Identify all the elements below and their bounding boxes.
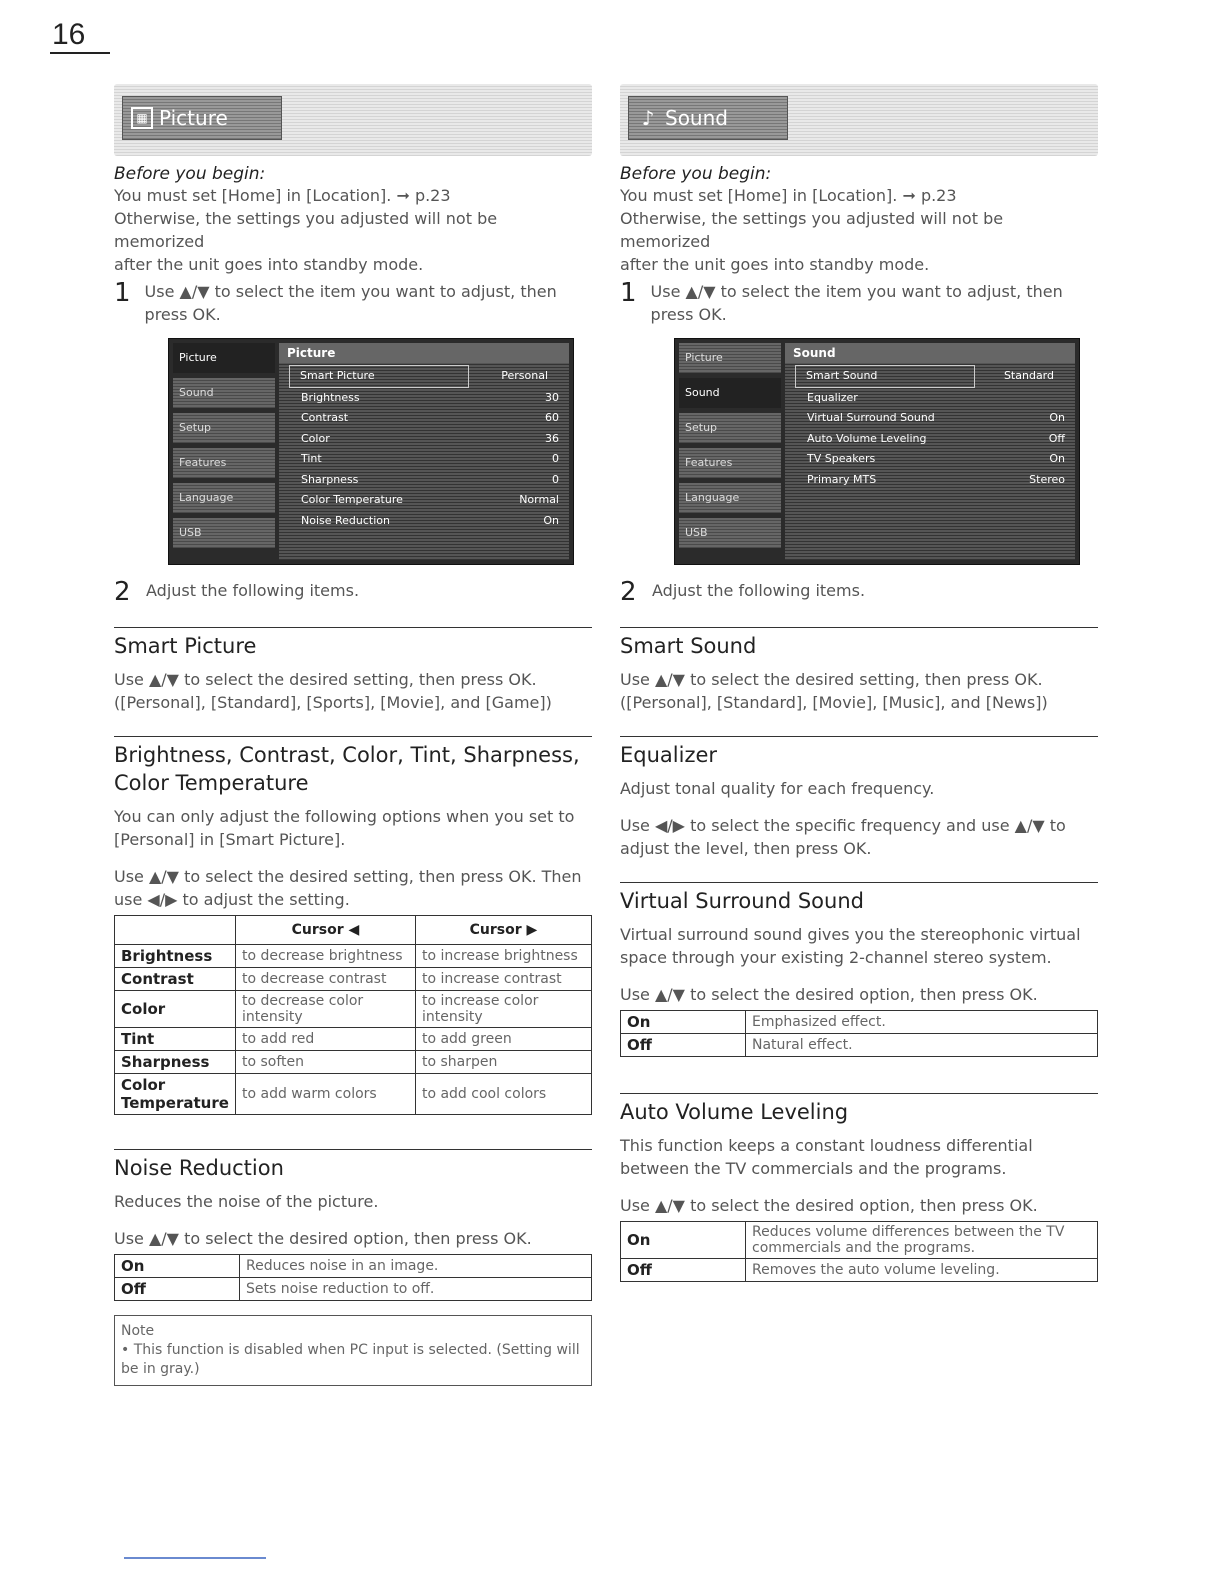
menu-row <box>279 388 569 409</box>
section-text: Virtual surround sound gives you the stereophonic virtual space through your existing 2-channel stereo system. <box>620 925 1081 967</box>
section-text: This function keeps a constant loudness differential between the TV commercials and the programs. <box>620 1136 1033 1178</box>
menu-row-value: 36 <box>545 431 559 445</box>
menu-row <box>785 429 1075 450</box>
menu-row-value: Stereo <box>1029 472 1065 486</box>
table-cell: Reduces noise in an image. <box>240 1255 592 1278</box>
before-line: after the unit goes into standby mode. <box>620 255 930 274</box>
menu-side-item: USB <box>173 518 275 548</box>
smart-picture-section <box>114 627 592 714</box>
step-1 <box>114 280 592 326</box>
table-cell: to decrease color intensity <box>236 991 416 1028</box>
menu-row <box>279 490 569 511</box>
menu-row-label: Noise Reduction <box>301 513 390 527</box>
cursor-table <box>114 915 592 1115</box>
menu-row <box>279 429 569 450</box>
picture-column <box>114 84 592 1386</box>
menu-row-label: Auto Volume Leveling <box>807 431 927 445</box>
menu-row-label: Sharpness <box>301 472 359 486</box>
table-key: Contrast <box>115 968 236 991</box>
step-1 <box>620 280 1098 326</box>
table-cell: to increase color intensity <box>415 991 591 1028</box>
table-key: On <box>115 1255 240 1278</box>
table-row <box>621 1259 1098 1282</box>
menu-panel-title: Picture <box>279 343 569 363</box>
table-row <box>115 991 592 1028</box>
auto-volume-options-table <box>620 1221 1098 1282</box>
table-row <box>115 945 592 968</box>
menu-row <box>785 449 1075 470</box>
smart-sound-section <box>620 627 1098 714</box>
before-you-begin-title: Before you begin: <box>114 164 266 184</box>
menu-row <box>785 408 1075 429</box>
step-number: 2 <box>114 577 131 607</box>
table-cell: to sharpen <box>415 1051 591 1074</box>
menu-row-value: On <box>1049 452 1065 465</box>
section-text: Use ▲/▼ to select the desired option, then press OK. <box>114 1229 532 1248</box>
sound-banner <box>620 84 1098 156</box>
table-row <box>115 1074 592 1115</box>
picture-banner-label: Picture <box>159 106 228 130</box>
menu-row-label: TV Speakers <box>807 452 876 465</box>
sound-banner-label: Sound <box>665 106 728 130</box>
virtual-surround-section <box>620 882 1098 1057</box>
menu-row-value: 60 <box>545 411 559 424</box>
note-title: Note <box>121 1323 155 1339</box>
section-text: Adjust tonal quality for each frequency. <box>620 779 935 798</box>
menu-row-label: Smart Picture <box>300 369 375 382</box>
menu-side-item: Setup <box>679 413 781 443</box>
menu-row-value: 0 <box>552 452 559 465</box>
table-key: On <box>621 1011 746 1034</box>
table-cell: Sets noise reduction to off. <box>240 1278 592 1301</box>
section-heading: Virtual Surround Sound <box>620 889 864 913</box>
sound-menu-screenshot <box>674 338 1080 565</box>
table-cell: to add red <box>236 1028 416 1051</box>
section-text: ([Personal], [Standard], [Sports], [Movie], and [Game]) <box>114 693 552 712</box>
table-cell: Removes the auto volume leveling. <box>746 1259 1098 1282</box>
table-cell: to soften <box>236 1051 416 1074</box>
menu-side-item: Sound <box>679 378 781 408</box>
sound-column <box>620 84 1098 1282</box>
table-key: Tint <box>115 1028 236 1051</box>
picture-menu-screenshot <box>168 338 574 565</box>
step-text: Use ▲/▼ to select the item you want to adjust, then press OK. <box>650 282 1063 324</box>
menu-row-value: 0 <box>552 472 559 486</box>
section-heading: Equalizer <box>620 743 718 767</box>
menu-row <box>289 365 548 388</box>
music-note-icon: ♪ <box>641 106 655 130</box>
table-key: Color <box>115 991 236 1028</box>
menu-panel <box>785 343 1075 560</box>
section-text: Use ▲/▼ to select the desired setting, then press OK. Then use ◀/▶ to adjust the setting. <box>114 867 582 909</box>
table-cell: to increase brightness <box>415 945 591 968</box>
menu-row-value: Personal <box>501 369 548 382</box>
table-cell: Natural effect. <box>746 1034 1098 1057</box>
table-row <box>621 1011 1098 1034</box>
menu-panel-title: Sound <box>785 343 1075 363</box>
menu-row-label: Equalizer <box>807 390 858 404</box>
menu-row-label: Virtual Surround Sound <box>807 411 935 424</box>
menu-row <box>279 511 569 532</box>
table-cell: to add cool colors <box>415 1074 591 1115</box>
before-line: You must set [Home] in [Location]. ➞ p.23 <box>620 186 957 205</box>
table-cell: to add green <box>415 1028 591 1051</box>
menu-row-value: On <box>543 513 559 527</box>
table-key: Color Temperature <box>115 1074 236 1115</box>
menu-row-label: Smart Sound <box>806 369 878 382</box>
table-cell: to decrease contrast <box>236 968 416 991</box>
menu-side-item: Language <box>679 483 781 513</box>
section-text: Use ▲/▼ to select the desired option, then press OK. <box>620 1196 1038 1215</box>
table-header-empty <box>115 916 236 945</box>
menu-side-item: Features <box>173 448 275 478</box>
menu-row-value: 30 <box>545 390 559 404</box>
before-line: after the unit goes into standby mode. <box>114 255 424 274</box>
table-key: Off <box>621 1034 746 1057</box>
table-cell: Emphasized effect. <box>746 1011 1098 1034</box>
menu-panel <box>279 343 569 560</box>
menu-row <box>785 388 1075 409</box>
equalizer-section <box>620 736 1098 860</box>
step-2 <box>620 579 1098 605</box>
menu-row <box>279 449 569 470</box>
before-you-begin-title: Before you begin: <box>620 164 772 184</box>
menu-side-item: Picture <box>679 343 781 373</box>
note-text: • This function is disabled when PC input is selected. (Setting will be in gray.) <box>121 1342 580 1377</box>
auto-volume-section <box>620 1093 1098 1282</box>
table-row <box>115 968 592 991</box>
menu-row-label: Brightness <box>301 390 360 404</box>
section-heading: Noise Reduction <box>114 1156 284 1180</box>
table-row <box>621 1034 1098 1057</box>
noise-options-table <box>114 1254 592 1301</box>
section-text: Use ▲/▼ to select the desired setting, then press OK. <box>114 670 537 689</box>
menu-sidebar <box>679 343 781 553</box>
menu-row <box>785 470 1075 491</box>
step-number: 1 <box>620 278 637 308</box>
table-row <box>621 1222 1098 1259</box>
noise-reduction-section <box>114 1149 592 1386</box>
menu-row-value: On <box>1049 411 1065 424</box>
step-text: Adjust the following items. <box>652 581 866 600</box>
section-text: You can only adjust the following options when you set to [Personal] in [Smart Picture]. <box>114 807 575 849</box>
menu-side-item: Picture <box>173 343 275 373</box>
table-key: Brightness <box>115 945 236 968</box>
menu-side-item: Sound <box>173 378 275 408</box>
section-text: Reduces the noise of the picture. <box>114 1192 379 1211</box>
menu-row-label: Tint <box>301 452 322 465</box>
menu-sidebar <box>173 343 275 553</box>
table-cell: to increase contrast <box>415 968 591 991</box>
step-2 <box>114 579 592 605</box>
section-heading: Auto Volume Leveling <box>620 1100 849 1124</box>
table-header: Cursor ▶ <box>415 916 591 945</box>
menu-side-item: Language <box>173 483 275 513</box>
section-text: Use ▲/▼ to select the desired option, then press OK. <box>620 985 1038 1004</box>
before-line: Otherwise, the settings you adjusted will not be memorized <box>114 209 498 251</box>
table-cell: to decrease brightness <box>236 945 416 968</box>
sound-banner-tab <box>628 96 788 140</box>
menu-row <box>795 365 1054 388</box>
menu-row <box>279 408 569 429</box>
section-text: Use ◀/▶ to select the specific frequency and use ▲/▼ to adjust the level, then press OK. <box>620 816 1066 858</box>
menu-row <box>279 470 569 491</box>
section-text: Use ▲/▼ to select the desired setting, then press OK. <box>620 670 1043 689</box>
section-heading: Smart Picture <box>114 634 257 658</box>
table-key: On <box>621 1222 746 1259</box>
page-number: 16 <box>50 18 110 54</box>
before-line: Otherwise, the settings you adjusted will not be memorized <box>620 209 1004 251</box>
menu-row-value: Standard <box>1003 369 1054 382</box>
menu-row-label: Color <box>301 431 330 445</box>
table-key: Off <box>621 1259 746 1282</box>
footer-divider <box>124 1557 266 1559</box>
menu-side-item: USB <box>679 518 781 548</box>
table-row <box>115 1255 592 1278</box>
table-row <box>115 1051 592 1074</box>
table-header: Cursor ◀ <box>236 916 416 945</box>
menu-row-value: Off <box>1048 431 1065 445</box>
step-text: Use ▲/▼ to select the item you want to adjust, then press OK. <box>144 282 557 324</box>
menu-row-label: Contrast <box>301 411 349 424</box>
before-you-begin-text <box>114 184 592 276</box>
section-text: ([Personal], [Standard], [Movie], [Music], and [News]) <box>620 693 1048 712</box>
table-row <box>115 1278 592 1301</box>
menu-row-value: Normal <box>519 493 559 506</box>
menu-row-label: Primary MTS <box>807 472 877 486</box>
table-cell: to add warm colors <box>236 1074 416 1115</box>
menu-side-item: Features <box>679 448 781 478</box>
note-box <box>114 1315 592 1386</box>
before-line: You must set [Home] in [Location]. ➞ p.23 <box>114 186 451 205</box>
brightness-section <box>114 736 592 1115</box>
menu-row-label: Color Temperature <box>301 493 403 506</box>
table-row <box>115 1028 592 1051</box>
step-number: 1 <box>114 278 131 308</box>
step-number: 2 <box>620 577 637 607</box>
virtual-options-table <box>620 1010 1098 1057</box>
table-key: Sharpness <box>115 1051 236 1074</box>
section-heading: Smart Sound <box>620 634 757 658</box>
table-key: Off <box>115 1278 240 1301</box>
section-heading: Brightness, Contrast, Color, Tint, Sharpness, Color Temperature <box>114 743 580 795</box>
menu-side-item: Setup <box>173 413 275 443</box>
picture-banner-tab <box>122 96 282 140</box>
picture-icon: ▦ <box>131 107 153 129</box>
step-text: Adjust the following items. <box>146 581 360 600</box>
picture-banner <box>114 84 592 156</box>
table-cell: Reduces volume differences between the TV commercials and the programs. <box>746 1222 1098 1259</box>
before-you-begin-text <box>620 184 1098 276</box>
